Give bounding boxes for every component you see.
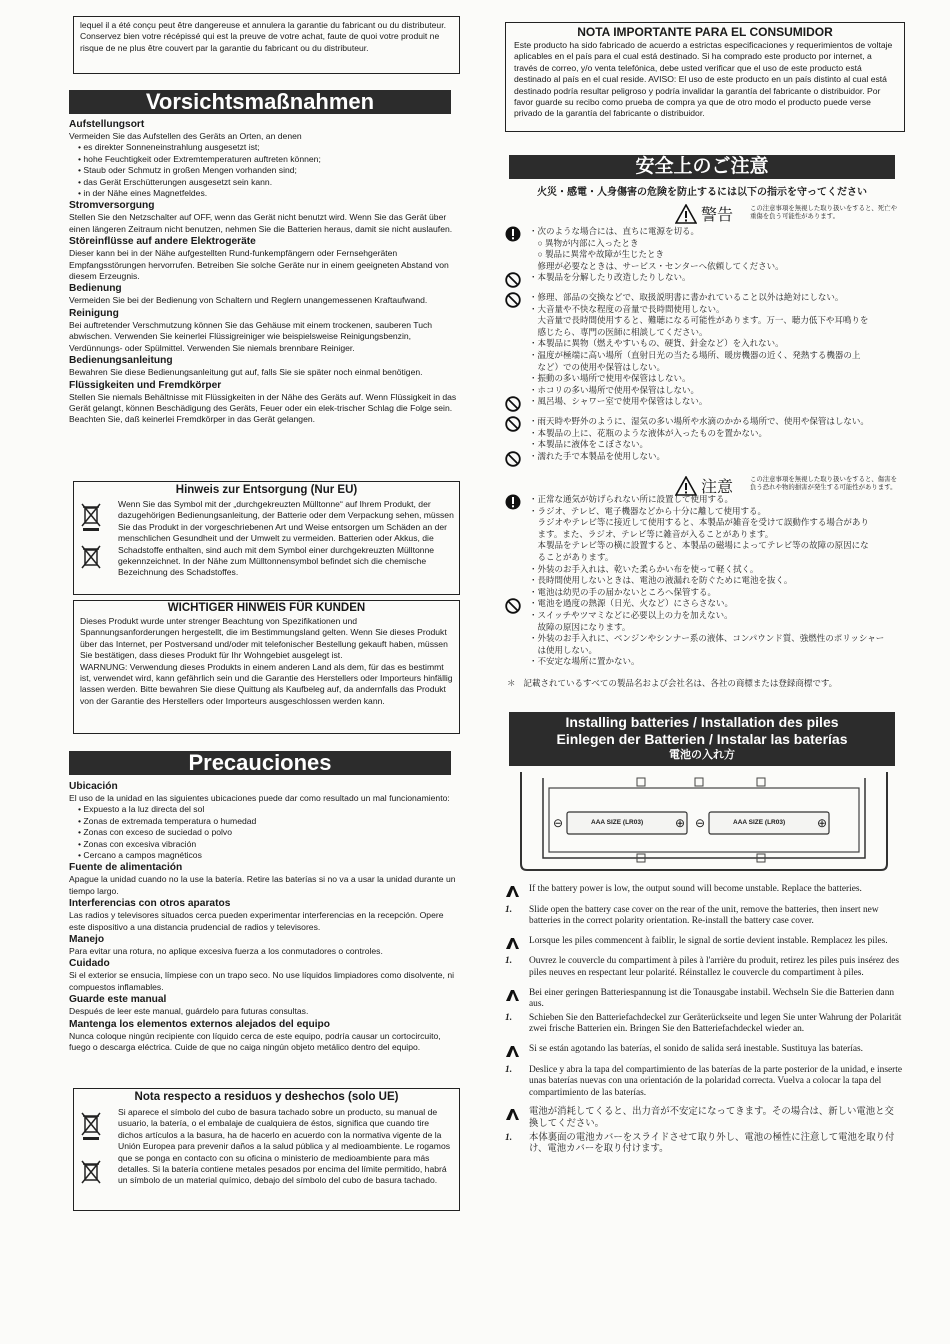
jp-subtitle: 火災・感電・人身傷害の危険を防止するには以下の指示を守ってください	[537, 187, 867, 198]
jp-item-line: ・本製品に異物（燃えやすいもの、硬貨、針金など）を入れない。	[529, 338, 784, 349]
es-section-bullet-text: Zonas con exceso de suciedad o polvo	[83, 827, 232, 838]
jp-item	[505, 598, 905, 668]
prohibition-icon	[505, 272, 523, 292]
jp-footnote-mark: ＊	[507, 678, 516, 688]
battery-title-de-es: Einlegen der Batterien / Instalar las baterías	[556, 731, 848, 747]
es-disposal-title: Nota respecto a residuos y deshechos (solo UE)	[134, 1091, 399, 1103]
es-notice-title: NOTA IMPORTANTE PARA EL CONSUMIDOR	[577, 25, 833, 39]
jp-item	[505, 396, 905, 416]
battery-note-text: 電池が消耗してくると、出力音が不安定になってきます。その場合は、新しい電池と交換してください。	[529, 1107, 894, 1129]
es-section-text: El uso de la unidad en las siguientes ubicaciones puede dar como resultado un mal funcionamiento:	[69, 793, 450, 803]
jp-item-line: ・スイッチやツマミなどに必要以上の力を加えない。	[529, 609, 733, 620]
jp-caution-note: この注意事項を無視した取り扱いをすると、傷害を負う恐れや物的損害が発生する可能性があります。	[750, 476, 897, 491]
jp-warning-list	[505, 226, 905, 470]
jp-footnote-row	[507, 678, 905, 690]
de-section-text: Vermeiden Sie das Aufstellen des Geräts an Orten, an denen	[69, 131, 302, 141]
bullet-dot: •	[78, 804, 84, 815]
jp-title-banner	[509, 155, 895, 179]
battery-step	[505, 1065, 903, 1100]
de-disposal-title: Hinweis zur Entsorgung (Nur EU)	[175, 484, 358, 496]
de-section-bullet	[69, 165, 461, 176]
jp-item	[505, 226, 905, 272]
battery-title-jp: 電池の入れ方	[669, 749, 735, 761]
jp-item-line: ・修理、部品の交換などで、取扱説明書に書かれていること以外は絶対にしない。	[529, 291, 844, 302]
battery-1-plus-icon: ⊕	[675, 816, 686, 830]
prohibition-icon	[505, 416, 523, 451]
fr-warranty-text: lequel il a été conçu peut être dangereuse et annulera la garantie du fabricant ou du distributeur. Conservez bien votre récépissé qui est la preuve de votre achat, faute de quoi votre produit ne risque de ne plus être couvert par la garantie du fabricant ou du distributeur.	[80, 20, 446, 53]
jp-item	[505, 292, 905, 396]
de-notice-title: WICHTIGER HINWEIS FÜR KUNDEN	[167, 602, 366, 614]
de-section-bullet-text: es direkter Sonneneinstrahlung ausgesetzt ist;	[83, 142, 260, 153]
es-section-bullet	[69, 804, 461, 815]
battery-step-number: 1.	[505, 956, 513, 967]
de-section-text: Stellen Sie niemals Behältnisse mit Flüssigkeiten in der Nähe des Geräts auf. Wenn Flüssigkeit in das Gerät gelangt, können Beschädigung des Geräts, Feuer oder ein elek-trischer Schlag die Folge sein. Beachten Sie, daß keinerlei Fremdkörper in das Gerät gelangen.	[69, 391, 457, 425]
battery-title-en-fr: Installing batteries / Installation des piles	[565, 714, 839, 730]
jp-item-line: ・本製品に液体をこぼさない。	[529, 439, 649, 450]
bullet-dot: •	[78, 850, 84, 861]
de-section-heading: Bedienung	[69, 283, 122, 295]
battery-note-text: If the battery power is low, the output sound will become unstable. Replace the batteries.	[529, 884, 862, 894]
warning-triangle-icon	[675, 204, 697, 224]
jp-item-line: ・不安定な場所に置かない。	[529, 656, 640, 667]
es-section-heading: Manejo	[69, 934, 105, 946]
battery-1-label: AAA SIZE (LR03)	[591, 819, 644, 826]
jp-item-line: ・本製品の上に、花瓶のような液体が入ったものを置かない。	[529, 427, 768, 438]
bullet-dot: •	[78, 142, 84, 153]
jp-item-body	[529, 494, 869, 598]
es-precautions	[69, 780, 461, 1054]
es-section-heading: Interferencias con otros aparatos	[69, 898, 231, 910]
jp-footnote: 記載されているすべての製品名および会社名は、各社の商標または登録商標です。	[523, 678, 838, 688]
battery-note-text: Si se están agotando las baterías, el sonido de salida será inestable. Sustituya las baterías.	[529, 1043, 864, 1054]
crossed-bin-icon-2	[80, 1111, 102, 1144]
es-section-bullet	[69, 850, 461, 861]
es-section-bullet	[69, 839, 461, 850]
caution-triangle-icon	[675, 476, 697, 496]
prohibition-icon	[505, 292, 523, 396]
jp-item-line: ・大音量や不快な程度の音量で長時間使用しない。	[529, 303, 725, 314]
es-section-bullet-text: Cercano a campos magnéticos	[83, 850, 202, 861]
es-section-heading: Mantenga los elementos externos alejados del equipo	[69, 1018, 330, 1030]
battery-instructions	[505, 884, 903, 1164]
battery-2-plus-icon: ⊕	[817, 816, 828, 830]
de-section-text: Vermeiden Sie bei der Bedienung von Schaltern und Reglern unangemessenen Kraftaufwand.	[69, 295, 428, 306]
de-section-heading: Stromversorgung	[69, 200, 155, 212]
jp-item-line: ・ホコリの多い場所で使用や保管はしない。	[529, 384, 700, 395]
jp-item-line: 故障の原因になります。	[529, 621, 631, 632]
de-section-bullet	[69, 177, 461, 188]
battery-step	[505, 1133, 903, 1156]
de-section-bullet-text: Staub oder Schmutz in großen Mengen vorhanden sind;	[83, 165, 297, 176]
es-section-heading: Ubicación	[69, 781, 118, 792]
jp-item-line: ・正常な通気が妨げられない所に設置して使用する。	[529, 494, 734, 504]
de-section-text: Dieser kann bei in der Nähe aufgestellten Rund-funkempfängern oder Fernsehgeräten Empfangsstörungen hervorrufen. Betreiben Sie solche Geräte nur in einem geeigneten Abstand von diesem Erzeugnis.	[69, 248, 449, 282]
prohibition-icon	[505, 451, 523, 471]
battery-compartment-illustration	[519, 772, 889, 872]
bullet-dot: •	[78, 188, 84, 199]
jp-item-body	[529, 396, 707, 416]
battery-step	[505, 1013, 903, 1036]
pen-icon	[505, 884, 521, 903]
bullet-dot: •	[78, 176, 84, 187]
jp-item-line: 修理が必要なときは、サービス・センターへ依頼してください。	[529, 260, 784, 271]
de-section-heading: Störeinflüsse auf andere Elektrogeräte	[69, 236, 256, 248]
battery-note	[505, 1107, 903, 1130]
jp-item-line: ・電池を過度の熱源（日光、火など）にさらさない。	[529, 598, 734, 609]
es-notice-box	[505, 22, 905, 132]
jp-title: 安全上のご注意	[635, 156, 769, 177]
jp-item-line: ることがあります。	[529, 551, 614, 562]
jp-item-line: 大音量で長時間使用すると、難聴になる可能性があります。万一、聴力低下や耳鳴りを	[529, 315, 869, 326]
jp-item-line: は使用しない。	[529, 644, 598, 655]
pen-icon	[505, 1107, 521, 1130]
es-section-bullet	[69, 816, 461, 827]
jp-item-line: ○ 製品に異常や故障が生じたとき	[529, 249, 664, 260]
bullet-dot: •	[78, 827, 84, 838]
battery-2-label: AAA SIZE (LR03)	[733, 819, 786, 826]
battery-step-text: 本体裏面の電池カバーをスライドさせて取り外し、電池の極性に注意して電池を取り付け、電池カバーを取り付けます。	[529, 1132, 895, 1155]
de-section-bullet	[69, 142, 461, 153]
jp-item-body	[529, 292, 868, 396]
es-section-text: Si el exterior se ensucia, límpiese con un trapo seco. No use líquidos limpiadores como disolvente, ni compuestos inflamables.	[69, 970, 455, 992]
jp-item	[505, 494, 905, 598]
bullet-dot: •	[78, 815, 84, 826]
de-section-text: Bewahren Sie diese Bedienungsanleitung gut auf, falls Sie sie später noch einmal benötigen.	[69, 367, 423, 378]
battery-step-text: Slide open the battery case cover on the rear of the unit, remove the batteries, then insert new batteries in the correct polarity orientation. Re-install the battery case cover.	[529, 904, 879, 927]
battery-step-number: 1.	[505, 1132, 513, 1143]
battery-note	[505, 936, 903, 955]
battery-title-banner	[509, 712, 895, 766]
crossed-bin-battery-icon-2	[80, 1159, 102, 1192]
de-section-heading: Flüssigkeiten und Fremdkörper	[69, 379, 222, 391]
jp-item-line: など）での使用や保管はしない。	[529, 361, 666, 372]
es-section-bullet-text: Zonas con excesiva vibración	[83, 838, 197, 849]
jp-item-body	[529, 272, 691, 292]
de-section-text: Bei auftretender Verschmutzung können Sie das Gehäuse mit einem trockenen, sauberen Tuch abwischen. Verwenden Sie keinerlei Flüssigreiniger wie beispielsweise Reinigungsbenzin, Verdünnungs- oder Spülmittel. Verwenden Sie niemals brennbare Reiniger.	[69, 319, 433, 353]
bullet-dot: •	[78, 153, 84, 164]
jp-item-body	[529, 598, 884, 668]
es-notice-text: Este producto ha sido fabricado de acuerdo a estrictas especificaciones y requerimientos de voltaje aplicables en el país para el cual está destinado. Si ha comprado este producto por internet, a través de correo, y/o venta telefónica, debe usted verificar que el uso de este producto está destinado al país en el cual reside. AVISO: El uso de este producto en un país distinto al cual está destinado podría resultar peligroso y podría invalidar la garantía del fabricante o distribuidor. Por favor guarde su recibo como prueba de compra ya que de otro modo el producto puede verse privado de la garantía del fabricante o distribuidor.	[514, 40, 893, 119]
de-section-heading: Aufstellungsort	[69, 119, 145, 130]
jp-item	[505, 451, 905, 471]
jp-item-body	[529, 226, 784, 272]
de-section-bullet-text: in der Nähe eines Magnetfeldes.	[83, 188, 208, 199]
de-title: Vorsichtsmaßnahmen	[145, 89, 375, 114]
jp-item	[505, 272, 905, 292]
pen-icon	[505, 936, 521, 955]
jp-item-line: ・長時間使用しないときは、電池の液漏れを防ぐために電池を抜く。	[529, 575, 793, 586]
jp-item-line: ・振動の多い場所で使用や保管はしない。	[529, 373, 691, 384]
pen-icon	[505, 988, 521, 1011]
es-section-heading: Cuidado	[69, 958, 110, 970]
jp-item-line: ・外装のお手入れに、ベンジンやシンナー系の液体、コンパウンド質、強燃性のポリッシャー	[529, 633, 885, 644]
de-section-heading: Reinigung	[69, 307, 119, 319]
es-section-bullet	[69, 827, 461, 838]
jp-caution-list	[505, 494, 905, 668]
de-section-bullet	[69, 154, 461, 165]
battery-step	[505, 905, 903, 928]
de-section-bullet	[69, 188, 461, 199]
battery-note	[505, 1044, 903, 1063]
jp-caution-label: 注意	[701, 479, 734, 496]
jp-item-line: 本製品をテレビ等の横に設置すると、本製品の磁場によってテレビ等の故障の原因にな	[529, 540, 869, 551]
jp-item-line: ・本製品を分解したり改造したりしない。	[529, 272, 691, 283]
crossed-bin-battery-icon	[80, 544, 102, 577]
de-disposal-text: Wenn Sie das Symbol mit der „durchgekreuzten Mülltonne“ auf Ihrem Produkt, der dazugehörigen Bedienungsanleitung, der Batterie oder dem Verpackung sehen, müssen Sie das Produkt in der vorgeschriebenen Art und Weise entsorgen um Schäden an der menschlichen Gesundheit und der Umwelt zu vermeiden. Batterien oder Akkus, die Schadstoffe enthalten, sind auch mit dem Symbol einer durchgekreuzten Mülltonne gekennzeichnet. In der Nähe zum Mülltonnensymbol befindet sich die chemische Bezeichnung des Schadstoffes.	[118, 499, 454, 578]
battery-step	[505, 956, 903, 979]
es-section-text: Después de leer este manual, guárdelo para futuras consultas.	[69, 1006, 309, 1017]
bullet-dot: •	[78, 838, 84, 849]
jp-item-line: ・電池は幼児の手の届かないところへ保管する。	[529, 586, 717, 597]
de-title-banner	[69, 90, 451, 114]
jp-item-body	[529, 416, 869, 451]
de-section-bullet-text: das Gerät Erschütterungen ausgesetzt sein kann.	[83, 176, 273, 187]
es-section-text: Para evitar una rotura, no aplique excesiva fuerza a los conmutadores o controles.	[69, 946, 383, 957]
bullet-dot: •	[78, 165, 84, 176]
battery-step-text: Deslice y abra la tapa del compartimiento de las baterías de la parte posterior de la unidad, e inserte unas baterías nuevas con una orientación de la polaridad correcta. Vuelva a colocar la tapa del compartimiento de las baterías.	[529, 1064, 903, 1098]
de-section-heading: Bedienungsanleitung	[69, 355, 173, 367]
battery-note-text: Lorsque les piles commencent à faiblir, le signal de sortie devient instable. Remplacez les piles.	[529, 935, 888, 946]
jp-item-line: ラジオやテレビ等に接近して使用すると、本製品が雑音を受けて誤動作する場合があり	[529, 517, 869, 528]
battery-step-number: 1.	[505, 1012, 513, 1023]
jp-warning-note: この注意事項を無視した取り扱いをすると、死亡や重傷を負う可能性があります。	[750, 205, 897, 220]
battery-note	[505, 884, 903, 903]
es-section-text: Apague la unidad cuando no la use la batería. Retire las baterías si no va a usar la unidad durante un tiempo largo.	[69, 874, 456, 896]
es-disposal-text: Si aparece el símbolo del cubo de basura tachado sobre un producto, su manual de usuario, la batería, o el embalaje de cualquiera de éstos, significa que cuando tire dichos artículos a la basura, ha de hacerlo en acuerdo con la normativa vigente de la Unión Europea para prevenir daños a la salud pública y al medioambiente. Le rogamos que se ponga en contacto con su oficina o ministerio de medioambiente para más detalles. Si la batería contiene metales pesados por encima del límite permitido, habrá un símbolo de un material químico, debajo del símbolo del cubo de basura tachado.	[118, 1107, 451, 1186]
battery-note	[505, 988, 903, 1011]
jp-warning-heading	[675, 202, 733, 225]
jp-warning-label: 警告	[701, 207, 734, 224]
jp-item-line: ・ラジオ、テレビ、電子機器などから十分に離して使用する。	[529, 505, 766, 516]
battery-step-number: 1.	[505, 1064, 513, 1075]
es-disposal-box	[73, 1088, 460, 1211]
de-section-text: Stellen Sie den Netzschalter auf OFF, wenn das Gerät nicht benutzt wird. Wenn Sie das Gerät über einen längeren Zeitraum nicht benutzen, nehmen Sie die Batterien heraus, damit sie nicht auslaufen.	[69, 212, 453, 234]
battery-step-text: Ouvrez le couvercle du compartiment à piles à l'arrière du produit, retirez les piles puis insérez des piles neuves en respectant leur polarité. Réinstallez le couvercle du compartiment à piles.	[529, 956, 900, 978]
jp-item	[505, 416, 905, 451]
es-section-bullet-text: Expuesto a la luz directa del sol	[83, 804, 205, 815]
mandatory-icon	[505, 226, 523, 272]
es-title: Precauciones	[188, 750, 332, 775]
pen-icon	[505, 1044, 521, 1063]
mandatory-icon	[505, 494, 523, 598]
es-section-heading: Guarde este manual	[69, 994, 167, 1006]
jp-item-line: ・風呂場、シャワー室で使用や保管はしない。	[529, 396, 708, 407]
jp-item-line: ・雨天時や野外のように、湿気の多い場所や水滴のかかる場所で、使用や保管はしない。	[529, 415, 869, 426]
de-section-bullet-text: hohe Feuchtigkeit oder Extremtemperaturen auftreten können;	[83, 153, 321, 164]
fr-warranty-box	[73, 16, 460, 74]
battery-2-minus-icon: ⊖	[695, 816, 706, 830]
de-precautions	[69, 118, 461, 426]
es-section-heading: Fuente de alimentación	[69, 862, 183, 874]
battery-step-number: 1.	[505, 904, 513, 915]
jp-item-line: ・温度が極端に高い場所（直射日光の当たる場所、暖房機器の近く、発熱する機器の上	[529, 349, 861, 360]
jp-item-line: ・外装のお手入れは、乾いた柔らかい布を使って軽く拭く。	[529, 563, 759, 574]
es-title-banner	[69, 751, 451, 775]
jp-item-line: ・濡れた手で本製品を使用しない。	[529, 450, 666, 461]
crossed-bin-icon	[80, 502, 102, 535]
es-section-bullet-text: Zonas de extremada temperatura o humedad	[83, 815, 257, 826]
jp-item-line: ます。また、ラジオ、テレビ等に雑音が入ることがあります。	[529, 528, 774, 539]
prohibition-icon	[505, 396, 523, 416]
battery-note-text: Bei einer geringen Batteriespannung ist die Tonausgabe instabil. Wechseln Sie die Batterien dann aus.	[529, 987, 895, 1010]
jp-item-line: 感じたら、専門の医師に相談してください。	[529, 326, 708, 337]
battery-1-minus-icon: ⊖	[553, 816, 564, 830]
de-notice-box	[73, 600, 460, 734]
de-disposal-box	[73, 481, 460, 595]
prohibition-icon	[505, 598, 523, 668]
jp-item-line: ○ 異物が内部に入ったとき	[529, 237, 639, 248]
jp-item-line: ・次のような場合には、直ちに電源を切る。	[529, 226, 700, 236]
es-section-text: Nunca coloque ningún recipiente con líquido cerca de este equipo, podría causar un cortocircuito, fuego o descarga eléctrica. Cuide de que no caiga ningún objeto metálico dentro del equipo.	[69, 1030, 441, 1053]
jp-item-body	[529, 451, 665, 471]
battery-step-text: Schieben Sie den Batteriefachdeckel zur Geräterückseite und legen Sie unter Wahrung der Polarität zwei frische Batterien ein. Bringen Sie den Batteriefachdeckel wieder an.	[529, 1012, 902, 1035]
es-section-text: Las radios y televisores situados cerca pueden experimentar interferencias en la recepción. Opere este dispositivo a una distancia prudencial de radios y televisores.	[69, 910, 444, 932]
de-notice-text: Dieses Produkt wurde unter strenger Beachtung von Spezifikationen und Spannungsanforderungen hergestellt, die im Bestimmungsland gelten. Wenn Sie dieses Produkt über das Internet, per Postversand und/oder mit telefonischer Bestellung gekauft haben, müssen Sie bestätigen, dass dieses Produkt für Ihr Wohngebiet ausgelegt ist. WARNUNG: Verwendung dieses Produkts in einem anderen Land als dem, für das es bestimmt ist, verwendet wird, kann gefährlich sein und die Garantie des Herstellers oder Importeurs hinfällig lassen werden. Bitte bewahren Sie diese Quittung als Kaufbeleg auf, da andernfalls das Produkt von der Garantie des Herstellers oder Importeurs ausgeschlossen werden kann.	[80, 616, 453, 706]
